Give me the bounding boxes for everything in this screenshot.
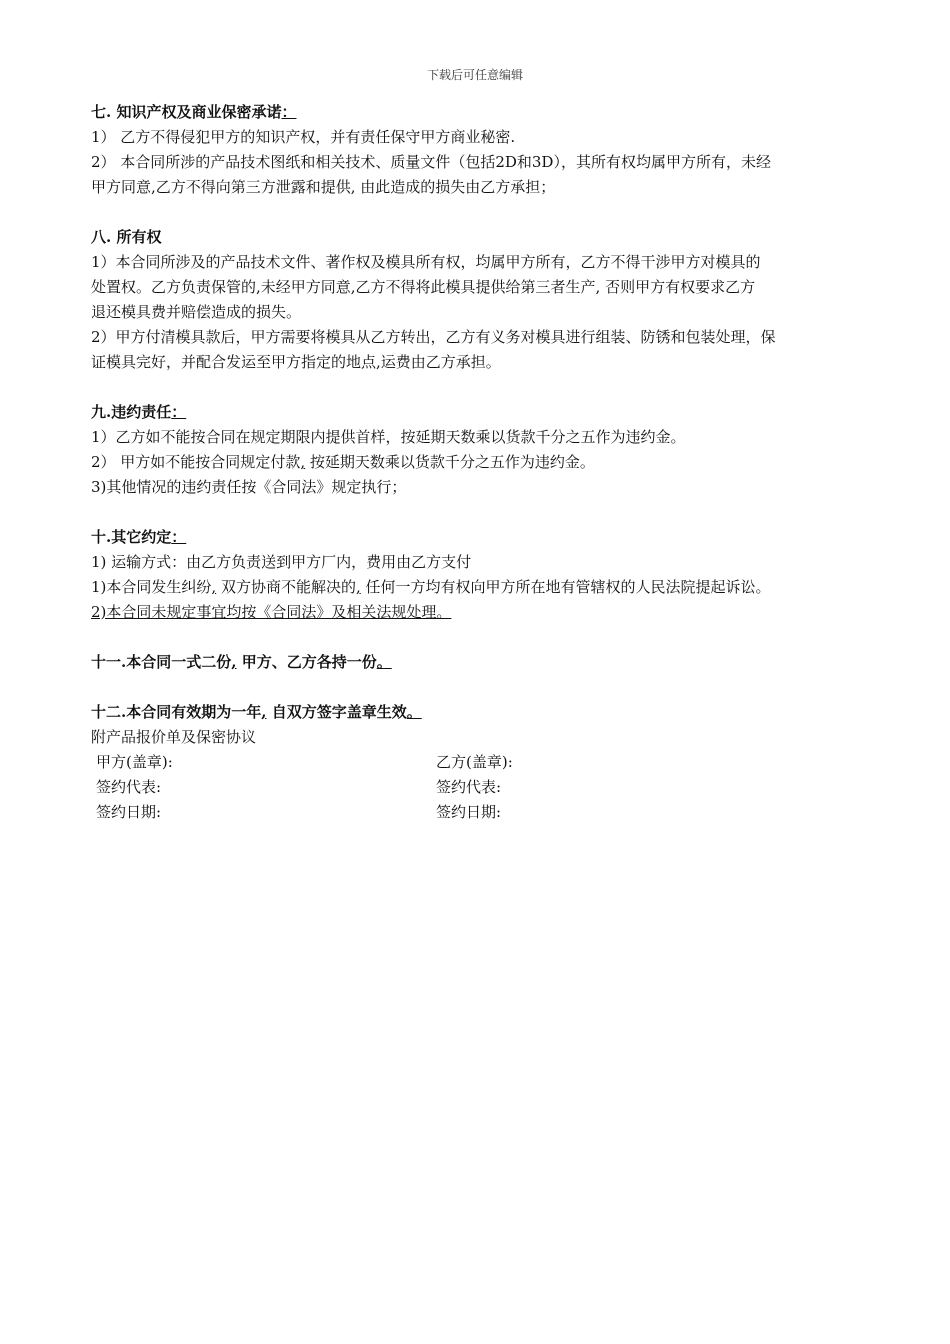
section-8-line-2: 处置权。乙方负责保管的,未经甲方同意,乙方不得将此模具提供给第三者生产, 否则甲方有权要求乙方 (91, 278, 756, 296)
section-10-title-text: 十.其它约定 (91, 528, 172, 546)
section-11-b: , (231, 653, 237, 671)
section-12-b: , (261, 703, 267, 721)
spacer (91, 200, 871, 225)
section-9-line-2 (91, 450, 871, 475)
party-b-date: 签约日期: (436, 803, 502, 821)
section-11-a: 十一.本合同一式二份 (91, 653, 232, 671)
section-10-title (91, 525, 871, 550)
section-10-line-3-text: 2)本合同未规定事宜均按《合同法》及相关法规处理。 (91, 603, 452, 621)
section-10-line-2-d: , (355, 578, 361, 596)
section-7-line-3: 甲方同意,乙方不得向第三方泄露和提供, 由此造成的损失由乙方承担； (91, 178, 556, 196)
section-12 (91, 700, 871, 725)
party-b-rep: 签约代表: (436, 778, 502, 796)
section-10-line-1: 1) 运输方式：由乙方负责送到甲方厂内，费用由乙方支付 (91, 553, 472, 571)
section-7-line-2: 2） 本合同所涉的产品技术图纸和相关技术、质量文件（包括2D和3D），其所有权均属甲方所有，未经 (91, 153, 771, 171)
section-10-line-3 (91, 600, 871, 625)
section-8-title: 八. 所有权 (91, 228, 162, 246)
section-10-title-suffix: ： (171, 528, 187, 546)
party-a-rep: 签约代表: (96, 778, 162, 796)
party-b-seal: 乙方(盖章): (436, 753, 513, 771)
spacer (91, 625, 871, 650)
section-11-d: 。 (376, 653, 392, 671)
section-8-line-3: 退还模具费并赔偿造成的损失。 (91, 303, 302, 321)
section-12-d: 。 (406, 703, 422, 721)
section-10-line-2 (91, 575, 871, 600)
section-8-line-1: 1）本合同所涉及的产品技术文件、著作权及模具所有权，均属甲方所有，乙方不得干涉甲方对模具的 (91, 253, 761, 271)
section-8-line-4: 2）甲方付清模具款后，甲方需要将模具从乙方转出，乙方有义务对模具进行组装、防锈和包装处理，保 (91, 328, 776, 346)
section-10-line-2-c: 双方协商不能解决的 (216, 578, 356, 596)
section-11 (91, 650, 871, 675)
attachment-note: 附产品报价单及保密协议 (91, 728, 257, 746)
section-7-title-text: 七. 知识产权及商业保密承诺 (91, 103, 282, 121)
section-10-line-2-b: , (211, 578, 217, 596)
spacer (91, 500, 871, 525)
section-9-line-2-a: 2） 甲方如不能按合同规定付款 (91, 453, 301, 471)
section-8-line-5: 证模具完好，并配合发运至甲方指定的地点,运费由乙方承担。 (91, 353, 501, 371)
page-header: 下载后可任意编辑 (426, 68, 523, 82)
section-9-line-2-c: 按延期天数乘以货款千分之五作为违约金。 (305, 453, 595, 471)
spacer (91, 675, 871, 700)
section-9-title-suffix: ： (171, 403, 187, 421)
section-9-line-2-b: , (300, 453, 306, 471)
signature-row-seal (91, 750, 871, 775)
section-11-c: 甲方、乙方各持一份 (236, 653, 377, 671)
contract-body (91, 100, 871, 825)
section-12-c: 自双方签字盖章生效 (266, 703, 407, 721)
section-9-line-3: 3)其他情况的违约责任按《合同法》规定执行； (91, 478, 407, 496)
section-7-line-1: 1） 乙方不得侵犯甲方的知识产权，并有责任保守甲方商业秘密. (91, 128, 516, 146)
party-a-seal: 甲方(盖章): (96, 753, 173, 771)
section-10-line-2-e: 任何一方均有权向甲方所在地有管辖权的人民法院提起诉讼。 (360, 578, 771, 596)
party-a-date: 签约日期: (96, 803, 162, 821)
section-7-title-suffix: ： (281, 103, 297, 121)
signature-row-rep (91, 775, 871, 800)
signature-row-date (91, 800, 871, 825)
section-7-title (91, 100, 871, 125)
section-12-a: 十二.本合同有效期为一年 (91, 703, 262, 721)
spacer (91, 375, 871, 400)
section-9-title (91, 400, 871, 425)
section-9-title-text: 九.违约责任 (91, 403, 172, 421)
section-9-line-1: 1）乙方如不能按合同在规定期限内提供首样，按延期天数乘以货款千分之五作为违约金。 (91, 428, 686, 446)
section-10-line-2-a: 1)本合同发生纠纷 (91, 578, 212, 596)
